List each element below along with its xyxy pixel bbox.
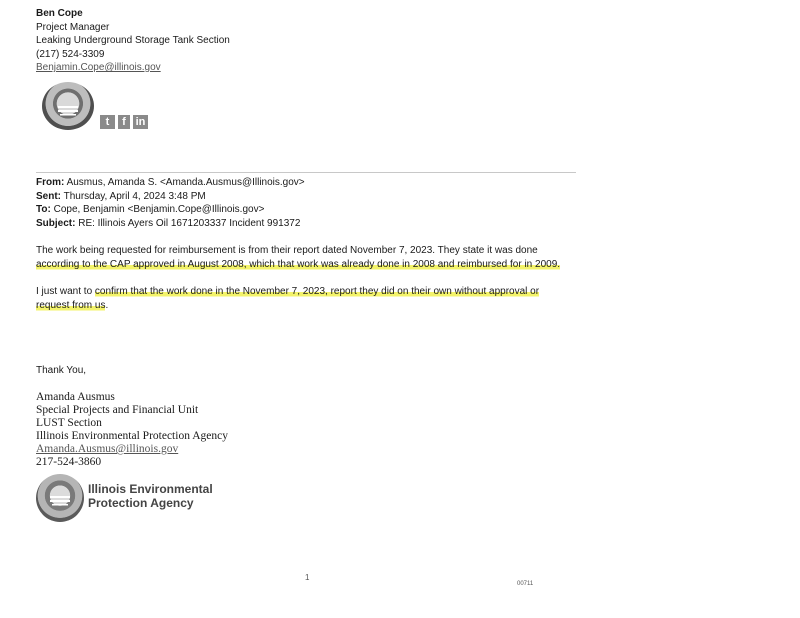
linkedin-icon[interactable]: in	[133, 115, 148, 129]
body-paragraph-2	[36, 285, 539, 312]
sent-value: Thursday, April 4, 2024 3:48 PM	[63, 190, 206, 202]
paragraph-2-line-1-highlighted: confirm that the work done in the November 7, 2023, report they did on their own without approval or	[94, 286, 540, 297]
wordmark-line-1: Illinois Environmental	[88, 482, 213, 496]
from-value: Ausmus, Amanda S. <Amanda.Ausmus@Illinois.gov>	[66, 177, 305, 188]
agency-wordmark	[88, 482, 213, 510]
sender-title: Project Manager	[36, 21, 110, 33]
subject-value: RE: Illinois Ayers Oil 1671203337 Incident 991372	[78, 217, 301, 229]
paragraph-2-end: .	[105, 299, 109, 311]
from-label: From:	[36, 177, 65, 188]
agency-logo-icon	[36, 474, 84, 522]
sender-phone: (217) 524-3309	[36, 48, 105, 60]
facebook-icon[interactable]: f	[118, 115, 130, 129]
author-name: Amanda Ausmus	[36, 391, 115, 403]
agency-seal-icon	[42, 82, 94, 130]
email-header	[36, 176, 305, 230]
twitter-icon[interactable]: t	[100, 115, 115, 129]
to-label: To:	[36, 204, 51, 215]
signature-amanda-ausmus	[36, 391, 228, 469]
logo-graphic	[36, 474, 84, 522]
author-agency: Illinois Environmental Protection Agency	[36, 430, 228, 442]
signature-ben-cope	[36, 7, 230, 75]
sender-email-link[interactable]: Benjamin.Cope@illinois.gov	[36, 62, 161, 73]
author-email-link[interactable]: Amanda.Ausmus@illinois.gov	[36, 443, 179, 455]
subject-label: Subject:	[36, 217, 76, 229]
bates-number: 00711	[517, 581, 534, 587]
closing: Thank You,	[36, 365, 87, 376]
sender-section: Leaking Underground Storage Tank Section	[36, 35, 230, 46]
author-phone: 217-524-3860	[36, 456, 102, 468]
author-section: LUST Section	[36, 417, 102, 429]
paragraph-2-line-2-highlighted: request from us	[36, 299, 106, 311]
sender-name: Ben Cope	[36, 8, 83, 19]
page-number: 1	[305, 573, 310, 582]
body-paragraph-1	[36, 244, 560, 271]
seal-graphic	[42, 82, 94, 130]
paragraph-1-line-2-highlighted: according to the CAP approved in August 2008, which that work was already done in 2008 and reimbursed for in 2009.	[36, 258, 561, 270]
sent-label: Sent:	[36, 190, 61, 202]
author-unit: Special Projects and Financial Unit	[36, 404, 199, 416]
to-value: Cope, Benjamin <Benjamin.Cope@Illinois.gov>	[53, 204, 265, 215]
paragraph-1-line-1: The work being requested for reimbursement is from their report dated November 7, 2023. They state it was done	[36, 245, 538, 256]
header-divider	[36, 172, 576, 173]
wordmark-line-2: Protection Agency	[88, 496, 194, 510]
paragraph-2-lead: I just want to	[36, 286, 95, 297]
